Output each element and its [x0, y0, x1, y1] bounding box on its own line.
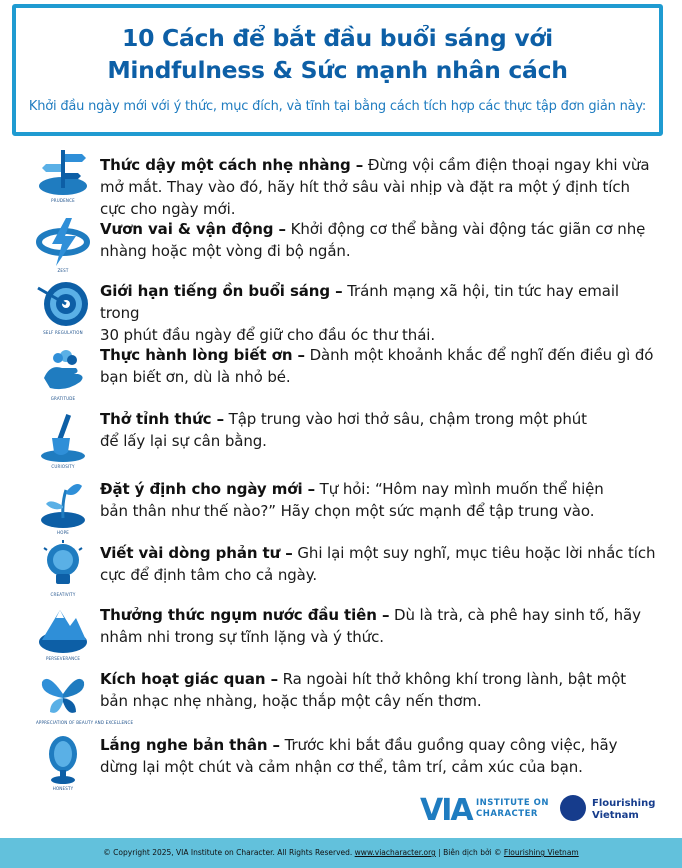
flourishing-vietnam-logo: Flourishing Vietnam: [560, 793, 670, 827]
gratitude-hand-icon: GRATITUDE: [36, 344, 90, 406]
tip-text: Lắng nghe bản thân – Trước khi bắt đầu guồng quay công việc, hãy dừng lại một chút và cảm nhận cơ thể, tâm trí, cảm xúc của bạn.: [100, 736, 618, 776]
flourishing-vietnam-link[interactable]: Flourishing Vietnam: [503, 848, 579, 857]
tip-text: Thức dậy một cách nhẹ nhàng – Đừng vội cầm điện thoại ngay khi vừa mở mắt. Thay vào đó, hãy hít thở sâu vài nhịp và đặt ra một ý định tích cực cho ngày mới.: [100, 156, 650, 218]
tip-text: Giới hạn tiếng ồn buổi sáng – Tránh mạng xã hội, tin tức hay email trong 30 phút đầu ngày để giữ cho đầu óc thư thái.: [100, 282, 619, 344]
via-logo: VIA INSTITUTE ON CHARACTER: [420, 793, 549, 828]
tip-text: Kích hoạt giác quan – Ra ngoài hít thở không khí trong lành, bật một bản nhạc nhẹ nhàng, hoặc thắp một cây nến thơm.: [100, 670, 627, 710]
via-website-link[interactable]: www.viacharacter.org: [354, 848, 436, 857]
header-box: [12, 4, 663, 136]
self-regulation-target-icon: SELF REGULATION: [36, 278, 90, 340]
prudence-signpost-icon: PRUDENCE: [36, 146, 90, 208]
brand-logos: [0, 793, 682, 833]
list-item: [0, 664, 682, 730]
tip-text: Thở tỉnh thức – Tập trung vào hơi thở sâu, chậm trong một phút để lấy lại sự cân bằng.: [100, 410, 587, 450]
curiosity-shovel-icon: CURIOSITY: [36, 412, 90, 474]
list-item: [0, 216, 682, 282]
list-item: [0, 600, 682, 666]
flourishing-vietnam-mark-icon: [560, 795, 586, 821]
tip-text: Đặt ý định cho ngày mới – Tự hỏi: “Hôm nay mình muốn thể hiện bản thân như thế nào?” Hãy chọn một sức mạnh để tập trung vào.: [100, 480, 604, 520]
list-item: [0, 538, 682, 604]
list-item: [0, 278, 682, 344]
list-item: [0, 474, 682, 540]
beauty-butterfly-icon: APPRECIATION OF BEAUTY AND EXCELLENCE: [36, 668, 90, 730]
tip-text: Vươn vai & vận động – Khởi động cơ thể bằng vài động tác giãn cơ nhẹ nhàng hoặc một vòng đi bộ ngắn.: [100, 220, 646, 260]
list-item: [0, 340, 682, 406]
page-title-line-2: Mindfulness & Sức mạnh nhân cách: [107, 56, 568, 84]
creativity-lightbulb-icon: CREATIVITY: [36, 540, 90, 602]
tip-text: Thưởng thức ngụm nước đầu tiên – Dù là trà, cà phê hay sinh tố, hãy nhâm nhi trong sự tĩnh lặng và ý thức.: [100, 606, 641, 646]
list-item: [0, 406, 682, 472]
page-subtitle: Khởi đầu ngày mới với ý thức, mục đích, và tĩnh tại bằng cách tích hợp các thực tập đơn giản này:: [28, 99, 647, 114]
zest-lightning-icon: ZEST: [36, 216, 90, 278]
footer-copyright: © Copyright 2025, VIA Institute on Character. All Rights Reserved.: [103, 848, 355, 857]
honesty-mirror-icon: HONESTY: [36, 734, 90, 796]
page-title-line-1: 10 Cách để bắt đầu buổi sáng với: [122, 24, 553, 52]
tip-text: Viết vài dòng phản tư – Ghi lại một suy nghĩ, mục tiêu hoặc lời nhắc tích cực để định tâm cho cả ngày.: [100, 544, 656, 584]
footer: © Copyright 2025, VIA Institute on Character. All Rights Reserved. www.viacharacter.org | Biên dịch bởi © Flourishing Vietnam: [0, 838, 682, 868]
tip-text: Thực hành lòng biết ơn – Dành một khoảnh khắc để nghĩ đến điều gì đó bạn biết ơn, dù là nhỏ bé.: [100, 346, 654, 386]
list-item: [0, 730, 682, 796]
perseverance-mountain-icon: PERSEVERANCE: [36, 604, 90, 666]
hope-sprout-icon: HOPE: [36, 478, 90, 540]
list-item: [0, 146, 682, 218]
